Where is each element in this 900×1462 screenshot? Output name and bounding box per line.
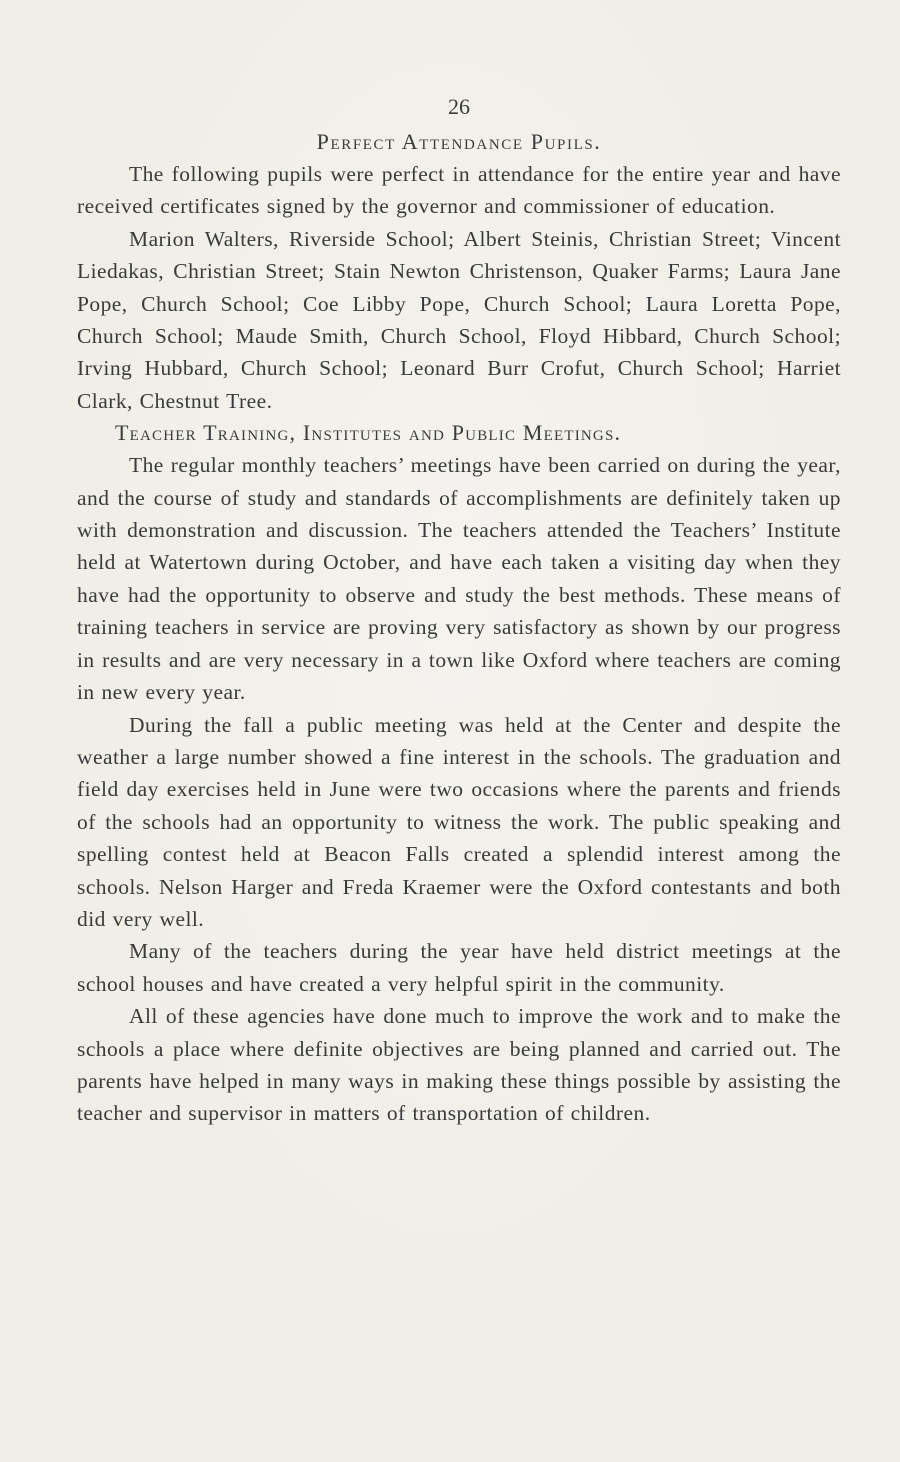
paragraph-agencies: All of these agencies have done much to improve the work and to make the schools a place where definite objectives are being planned and carried out. The parents have helped in many ways in making these things possible by assisting the teacher and supervisor in matters of transportation of children. xyxy=(77,1004,841,1126)
paragraph-attendance-intro: The following pupils were perfect in attendance for the entire year and have received certificates signed by the governor and commissioner of education. xyxy=(77,162,841,219)
paragraph-district-meetings: Many of the teachers during the year have held district meetings at the school houses and have created a very helpful spirit in the community. xyxy=(77,939,841,996)
section-heading-teacher-training: Teacher Training, Institutes and Public Meetings. xyxy=(115,420,622,446)
page-content xyxy=(77,92,841,1130)
paragraph-attendance-pupils: Marion Walters, Riverside School; Albert Steinis, Christian Street; Vincent Liedakas, Christian Street; Stain Newton Christenson, Quaker Farms; Laura Jane Pope, Church School; Coe Libby Pope, Church School; Laura Loretta Pope, Church School; Maude Smith, Church School, Floyd Hibbard, Church School; Irving Hubbard, Church School; Leonard Burr Crofut, Church School; Harriet Clark, Chestnut Tree. xyxy=(77,226,841,413)
paragraph-public-meeting: During the fall a public meeting was held at the Center and despite the weather a large number showed a fine interest in the schools. The graduation and field day exercises held in June were two occasions where the parents and friends of the schools had an opportunity to witness the work. The public speaking and spelling contest held at Beacon Falls created a splendid interest among the schools. Nelson Harger and Freda Kraemer were the Oxford contestants and both did very well. xyxy=(77,712,841,931)
paragraph-teachers-meetings: The regular monthly teachers’ meetings have been carried on during the year, and the course of study and standards of accomplishments are definitely taken up with demonstration and discussion. The teachers attended the Teachers’ Institute held at Watertown during October, and have each taken a visiting day when they have had the opportunity to observe and study the best methods. These means of training teachers in service are proving very satisfactory as shown by our progress in results and are very necessary in a town like Oxford where teachers are coming in new every year. xyxy=(77,453,841,705)
section-heading-perfect-attendance: Perfect Attendance Pupils. xyxy=(316,129,602,154)
page-number: 26 xyxy=(448,94,470,119)
